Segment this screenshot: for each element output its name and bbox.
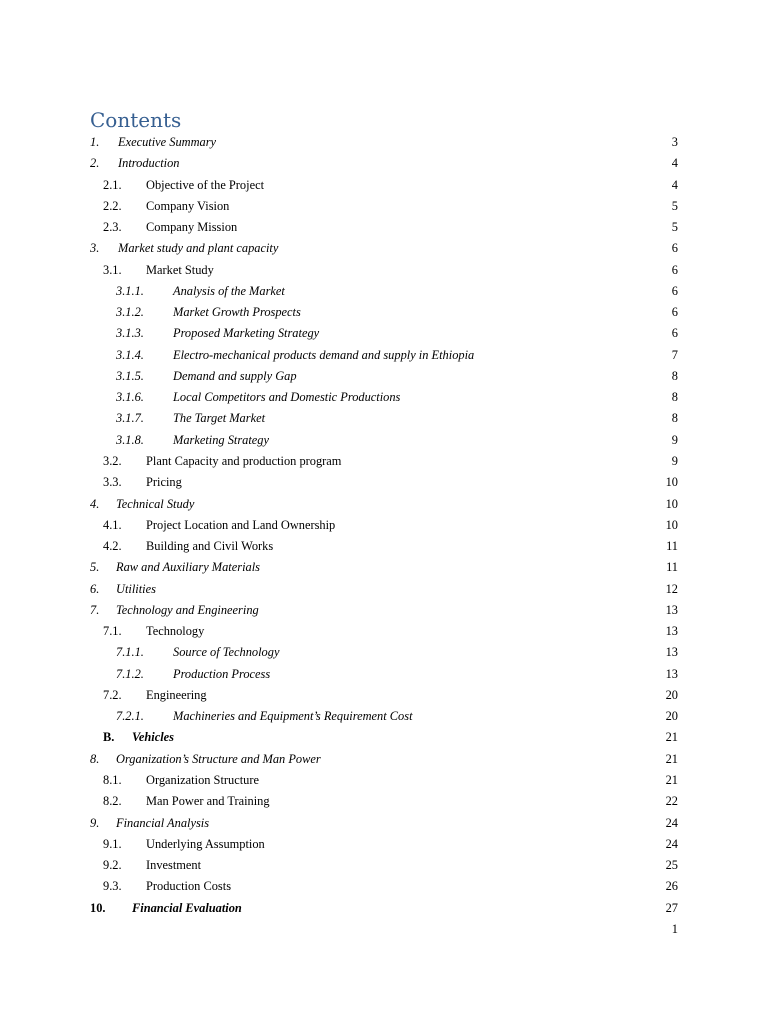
toc-entry-page-number: 21 [665,730,678,745]
toc-entry-title[interactable]: Project Location and Land Ownership [146,517,336,532]
toc-entry-title[interactable]: Utilities [116,581,156,596]
toc-entry[interactable] [0,345,768,366]
toc-entry-number: 2.2. [103,198,122,213]
toc-entry[interactable] [0,813,768,834]
toc-entry[interactable] [0,515,768,536]
toc-entry[interactable] [0,238,768,259]
toc-entry-page-number: 22 [665,794,678,809]
toc-entry[interactable] [0,408,768,429]
toc-entry-number: 1. [90,135,100,149]
toc-entry-title[interactable]: Objective of the Project [146,177,265,192]
toc-entry[interactable] [0,600,768,621]
toc-entry[interactable] [0,664,768,685]
toc-entry-title[interactable]: Raw and Auxiliary Materials [116,560,260,575]
toc-entry[interactable] [0,898,768,919]
toc-entry-title[interactable]: Technology and Engineering [116,602,259,617]
toc-entry-title[interactable]: Company Mission [146,220,238,235]
toc-entry-number: 2.3. [103,220,122,235]
toc-entry-title[interactable]: Technical Study [116,496,195,511]
toc-entry[interactable] [0,642,768,663]
toc-entry[interactable] [0,387,768,408]
toc-entry-page-number: 7 [671,347,678,362]
toc-entry-page-number: 9 [671,432,678,447]
toc-entry-page-number: 26 [665,879,678,894]
toc-entry[interactable] [0,323,768,344]
toc-entry-page-number: 24 [665,815,678,830]
toc-entry-number: 10. [90,900,106,915]
toc-entry-page-number: 13 [665,666,678,681]
toc-entry-number: 2. [90,156,100,171]
toc-entry-number: 9.1. [103,836,122,851]
toc-entry-page-number: 11 [666,539,678,554]
toc-entry[interactable] [0,451,768,472]
toc-entry-page-number: 21 [665,751,678,766]
toc-entry-number: 8.1. [103,772,122,787]
toc-entry-number: 8. [90,751,100,766]
toc-entry-title[interactable]: Technology [146,624,205,639]
toc-entry-page-number: 6 [671,305,678,320]
toc-entry-title[interactable]: Proposed Marketing Strategy [173,326,320,341]
toc-entry[interactable] [0,876,768,897]
toc-entry-title[interactable]: Demand and supply Gap [173,368,297,383]
toc-entry-number: 6. [90,581,100,596]
toc-entry-title[interactable]: Local Competitors and Domestic Productions [173,390,401,405]
toc-entry-page-number: 11 [666,560,678,575]
toc-entry-title[interactable]: Market Growth Prospects [173,305,301,320]
toc-entry-number: 7.1. [103,624,122,639]
toc-entry-page-number: 5 [671,198,678,213]
toc-entry[interactable] [0,706,768,727]
toc-entry-page-number: 13 [665,602,678,617]
toc-entry[interactable] [0,430,768,451]
toc-entry[interactable] [0,791,768,812]
toc-entry[interactable] [0,196,768,217]
toc-entry-page-number: 12 [665,581,678,596]
toc-entry[interactable] [0,749,768,770]
toc-entry-number: 7.1.1. [116,645,144,660]
toc-entry-page-number: 25 [665,858,678,873]
toc-entry-number: 4. [90,496,100,511]
toc-entry-page-number: 8 [671,390,678,405]
toc-entry-number: 8.2. [103,794,122,809]
toc-entry-number: 3. [90,241,100,256]
toc-entry-page-number: 27 [665,900,678,915]
toc-entry-number: 2.1. [103,177,122,192]
toc-entry[interactable] [0,727,768,748]
toc-entry-title[interactable]: Financial Evaluation [132,900,242,915]
toc-entry[interactable] [0,685,768,706]
toc-entry[interactable] [0,472,768,493]
toc-entry[interactable] [0,217,768,238]
toc-entry-title[interactable]: Engineering [146,687,207,702]
toc-entry-title[interactable]: Underlying Assumption [146,836,265,851]
toc-entry-page-number: 6 [671,326,678,341]
toc-entry-title[interactable]: Machineries and Equipment’s Requirement Cost [173,709,413,724]
toc-entry-page-number: 20 [665,687,678,702]
toc-entry-page-number: 20 [665,709,678,724]
toc-entry-page-number: 13 [665,624,678,639]
toc-entry-number: 3.1.8. [116,432,144,447]
toc-entry-page-number: 4 [671,156,678,171]
toc-entry-number: 3.2. [103,453,122,468]
toc-entry-title[interactable]: Financial Analysis [116,815,210,830]
toc-entry-page-number: 4 [671,177,678,192]
toc-entry-number: 3.1.1. [116,283,144,298]
toc-entry-page-number: 6 [671,241,678,256]
toc-entry-number: 9. [90,815,100,830]
toc-entry-title[interactable]: Building and Civil Works [146,539,274,554]
toc-entry-title[interactable]: Plant Capacity and production program [146,453,342,468]
toc-entry-page-number: 13 [665,645,678,660]
toc-entry-page-number: 6 [671,262,678,277]
toc-entry-page-number: 6 [671,283,678,298]
toc-entry-title[interactable]: Executive Summary [118,135,217,149]
toc-entry-title[interactable]: Market Study [146,262,214,277]
toc-heading: Contents [90,108,182,132]
toc-entry-title[interactable]: Man Power and Training [146,794,270,809]
toc-entry-number: 5. [90,560,100,575]
toc-entry[interactable] [0,132,768,153]
toc-entry[interactable] [0,153,768,174]
toc-entry-page-number: 24 [665,836,678,851]
toc-entry-page-number: 10 [665,496,678,511]
toc-entry-title[interactable]: Company Vision [146,198,230,213]
toc-entry[interactable] [0,834,768,855]
toc-entry-page-number: 8 [671,368,678,383]
toc-list [0,132,768,919]
toc-entry-page-number: 5 [671,220,678,235]
toc-entry-page-number: 3 [671,135,678,149]
toc-entry-title[interactable]: Production Process [173,666,271,681]
toc-entry-number: 3.1.2. [116,305,144,320]
toc-entry[interactable] [0,536,768,557]
toc-entry-title[interactable]: Vehicles [132,730,174,745]
toc-entry-title[interactable]: Organization Structure [146,772,259,787]
toc-entry-title[interactable]: Marketing Strategy [173,432,270,447]
toc-entry-title[interactable]: Electro-mechanical products demand and supply in Ethiopia [173,347,475,362]
toc-entry[interactable] [0,302,768,323]
toc-entry[interactable] [0,579,768,600]
toc-entry[interactable] [0,281,768,302]
toc-entry-number: 3.1.7. [116,411,144,426]
toc-entry-number: 3.1.4. [116,347,144,362]
toc-entry-number: 3.1.3. [116,326,144,341]
toc-entry-page-number: 8 [671,411,678,426]
toc-entry-number: 3.1.5. [116,368,144,383]
toc-entry[interactable] [0,855,768,876]
toc-entry-page-number: 21 [665,772,678,787]
toc-entry-number: 4.1. [103,517,122,532]
toc-entry-title[interactable]: Production Costs [146,879,232,894]
toc-entry-number: 9.3. [103,879,122,894]
toc-entry-page-number: 10 [665,475,678,490]
toc-entry[interactable] [0,557,768,578]
toc-entry-title[interactable]: Market study and plant capacity [118,241,279,256]
toc-entry[interactable] [0,770,768,791]
toc-entry[interactable] [0,494,768,515]
toc-entry-number: 3.1.6. [116,390,144,405]
toc-entry-title[interactable]: Investment [146,858,202,873]
toc-entry-number: 9.2. [103,858,122,873]
footer-page-number: 1 [671,922,678,936]
toc-entry-title[interactable]: The Target Market [173,411,266,426]
toc-entry-number: 7.1.2. [116,666,144,681]
toc-entry-title[interactable]: Organization’s Structure and Man Power [116,751,321,766]
toc-entry-page-number: 10 [665,517,678,532]
toc-entry[interactable] [0,621,768,642]
toc-entry-number: 7.2.1. [116,709,144,724]
toc-entry-number: 4.2. [103,539,122,554]
toc-entry-number: 7.2. [103,687,122,702]
toc-entry[interactable] [0,260,768,281]
toc-entry-title[interactable]: Source of Technology [173,645,280,660]
toc-entry-number: B. [103,730,115,745]
toc-entry[interactable] [0,366,768,387]
toc-entry-number: 7. [90,602,100,617]
toc-entry-title[interactable]: Introduction [118,156,180,171]
toc-entry-page-number: 9 [671,453,678,468]
toc-entry-title[interactable]: Analysis of the Market [173,283,285,298]
toc-entry-title[interactable]: Pricing [146,475,182,490]
toc-entry-number: 3.1. [103,262,122,277]
toc-entry-number: 3.3. [103,475,122,490]
toc-entry[interactable] [0,175,768,196]
